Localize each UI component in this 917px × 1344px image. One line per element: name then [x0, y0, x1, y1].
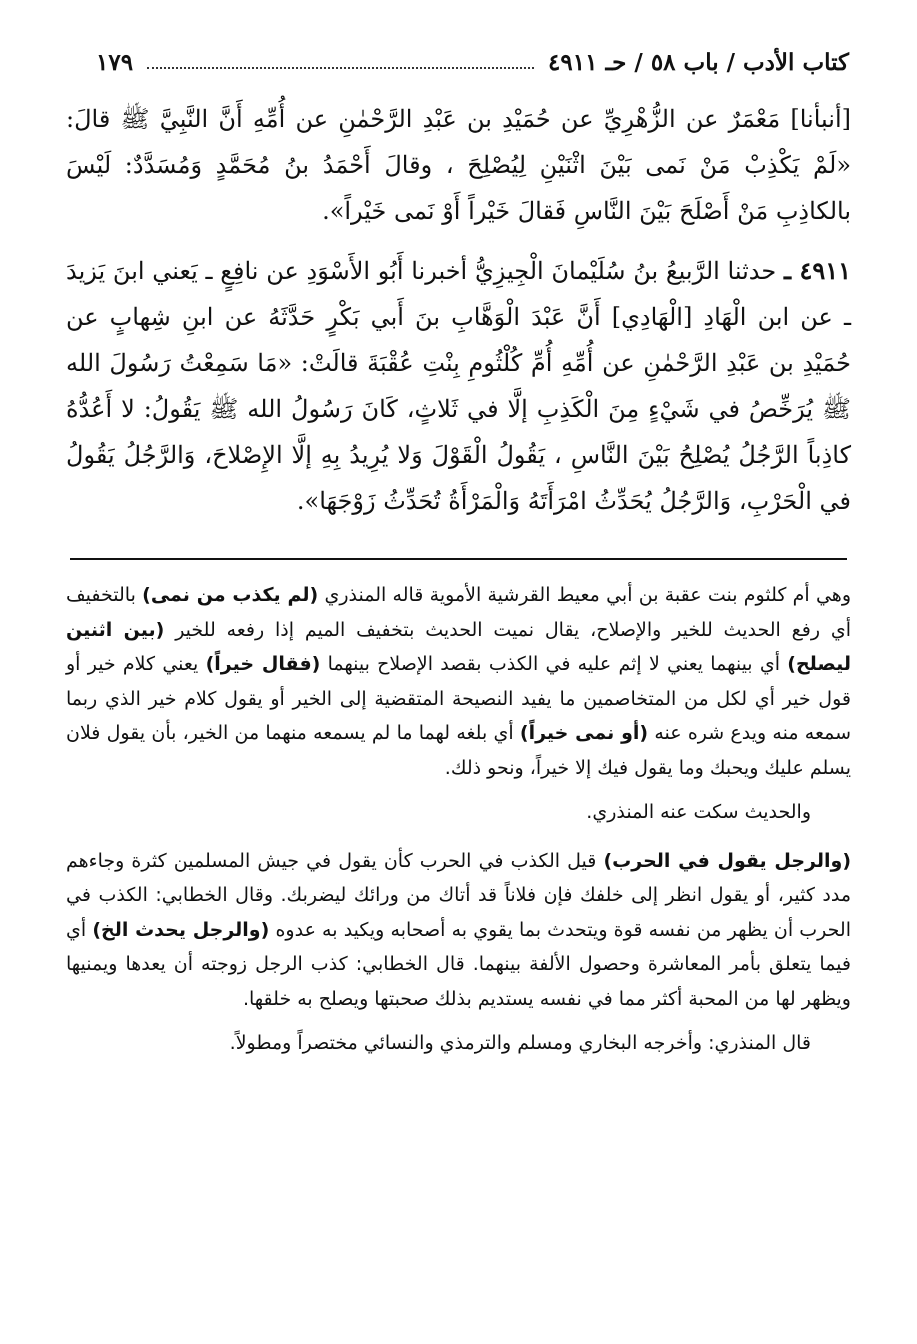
commentary-keyword: (فقال خيراً) [205, 653, 321, 675]
commentary-text: أي بلغه لهما ما لم يسمعه منهما من الخير، بأن يقول فلان يسلم عليك ويحبك وما يقول فيك إلا خيراً، ونحو ذلك. [66, 722, 851, 779]
commentary-paragraph: والحديث سكت عنه المنذري. [586, 801, 811, 823]
commentary-keyword: (والرجل يحدث الخ) [92, 918, 270, 941]
commentary [66, 578, 851, 1071]
hadith-paragraph [66, 248, 851, 524]
commentary-paragraph [66, 578, 851, 785]
hadith-paragraph: [أنبأنا] مَعْمَرٌ عن الزُّهْرِيِّ عن حُمَيْدِ بن عَبْدِ الرَّحْمٰنِ عن أُمِّهِ أَنَّ النَّبِيَّ ﷺ قالَ: «لَمْ يَكْذِبْ مَنْ نَمى بَيْنَ اثْنَيْنِ لِيُصْلِحَ ، وقالَ أَحْمَدُ بنُ مُحَمَّدٍ وَمُسَدَّدٌ: لَيْسَ بالكاذِبِ مَنْ أَصْلَحَ بَيْنَ النَّاسِ فَقالَ خَيْراً أَوْ نَمى خَيْراً». [66, 105, 852, 225]
commentary-text: قيل الكذب في الحرب كأن يقول في جيش المسلمين كثرة وجاءهم مدد كثير، أو يقول انظر إلى خلفك فإن فلاناً قد أتاك من ورائك ليضربك. وقال الخطابي: الكذب في الحرب أن يظهر من نفسه قوة ويتحدث بما يقوي به أصحابه ويكيد به عدوه [66, 849, 851, 941]
commentary-paragraph [66, 844, 851, 1017]
commentary-keyword: (لم يكذب من نمى) [142, 584, 319, 606]
commentary-keyword: (والرجل يقول في الحرب) [603, 849, 852, 872]
commentary-text: يعني كلام خير أو قول خير أي لكل من المتخاصمين ما يفيد النصيحة المتقضية إلى الخير أو يقول كلام خير الذي ربما سمعه منه ويدع شره عنه [66, 653, 852, 744]
commentary-text: بالتخفيف أي رفع الحديث للخير والإصلاح، يقال نميت الحديث بتخفيف الميم إذا رفعه للخير [66, 584, 851, 641]
page-number: ١٧٩ [96, 48, 134, 76]
hadith-text [66, 96, 851, 538]
leader-dots [147, 67, 534, 69]
commentary-keyword: (بين اثنين ليصلح) [66, 618, 852, 675]
running-header [96, 40, 849, 84]
running-title: كتاب الأدب / باب ٥٨ / حـ ٤٩١١ [548, 48, 849, 76]
commentary-paragraph: قال المنذري: وأخرجه البخاري ومسلم والترمذي والنسائي مختصراً ومطولاً. [229, 1032, 811, 1054]
hadith-body: حدثنا الرَّبيعُ بنُ سُلَيْمانَ الْجِيزِيُّ أخبرنا أَبُو الأَسْوَدِ عن نافِعٍ ـ يَعني ابنَ يَزيدَ ـ عن ابن الْهَادِ [الْهَادِي] أَنَّ عَبْدَ الْوَهَّابِ بنَ أَبي بَكْرٍ حَدَّثَهُ عن ابنِ شِهابٍ عن حُمَيْدِ بن عَبْدِ الرَّحْمٰنِ عن أُمِّهِ أُمِّ كُلْثُومِ بِنْتِ عُقْبَةَ قالَتْ: «مَا سَمِعْتُ رَسُولَ الله ﷺ يُرَخِّصُ في شَيْءٍ مِنَ الْكَذِبِ إلَّا في ثَلاثٍ، كَانَ رَسُولُ الله ﷺ يَقُولُ: لا أَعُدُّهُ كاذِباً الرَّجُلُ يُصْلِحُ بَيْنَ النَّاسِ ، يَقُولُ الْقَوْلَ وَلا يُرِيدُ بِهِ إلَّا الإِصْلاحَ، وَالرَّجُلُ يَقُولُ في الْحَرْبِ، وَالرَّجُلُ يُحَدِّثُ امْرَأَتَهُ وَالْمَرْأَةُ تُحَدِّثُ زَوْجَهَا». [66, 257, 851, 515]
hadith-number: ٤٩١١ ـ [783, 256, 851, 285]
commentary-text: أي فيما يتعلق بأمر المعاشرة وحصول الألفة بينهما. قال الخطابي: كذب الرجل زوجته أن يعدها ويمنيها ويظهر لها من المحبة أكثر مما في نفسه يستديم بذلك صحبتها ويصلح به خلقها. [66, 918, 851, 1010]
commentary-keyword: (أو نمى خيراً) [519, 722, 649, 744]
commentary-text: وهي أم كلثوم بنت عقبة بن أبي معيط القرشية الأموية قاله المنذري [324, 584, 851, 606]
section-divider [70, 558, 847, 560]
commentary-text: أي بينهما يعني لا إثم عليه في الكذب بقصد الإصلاح بينهما [327, 653, 780, 675]
